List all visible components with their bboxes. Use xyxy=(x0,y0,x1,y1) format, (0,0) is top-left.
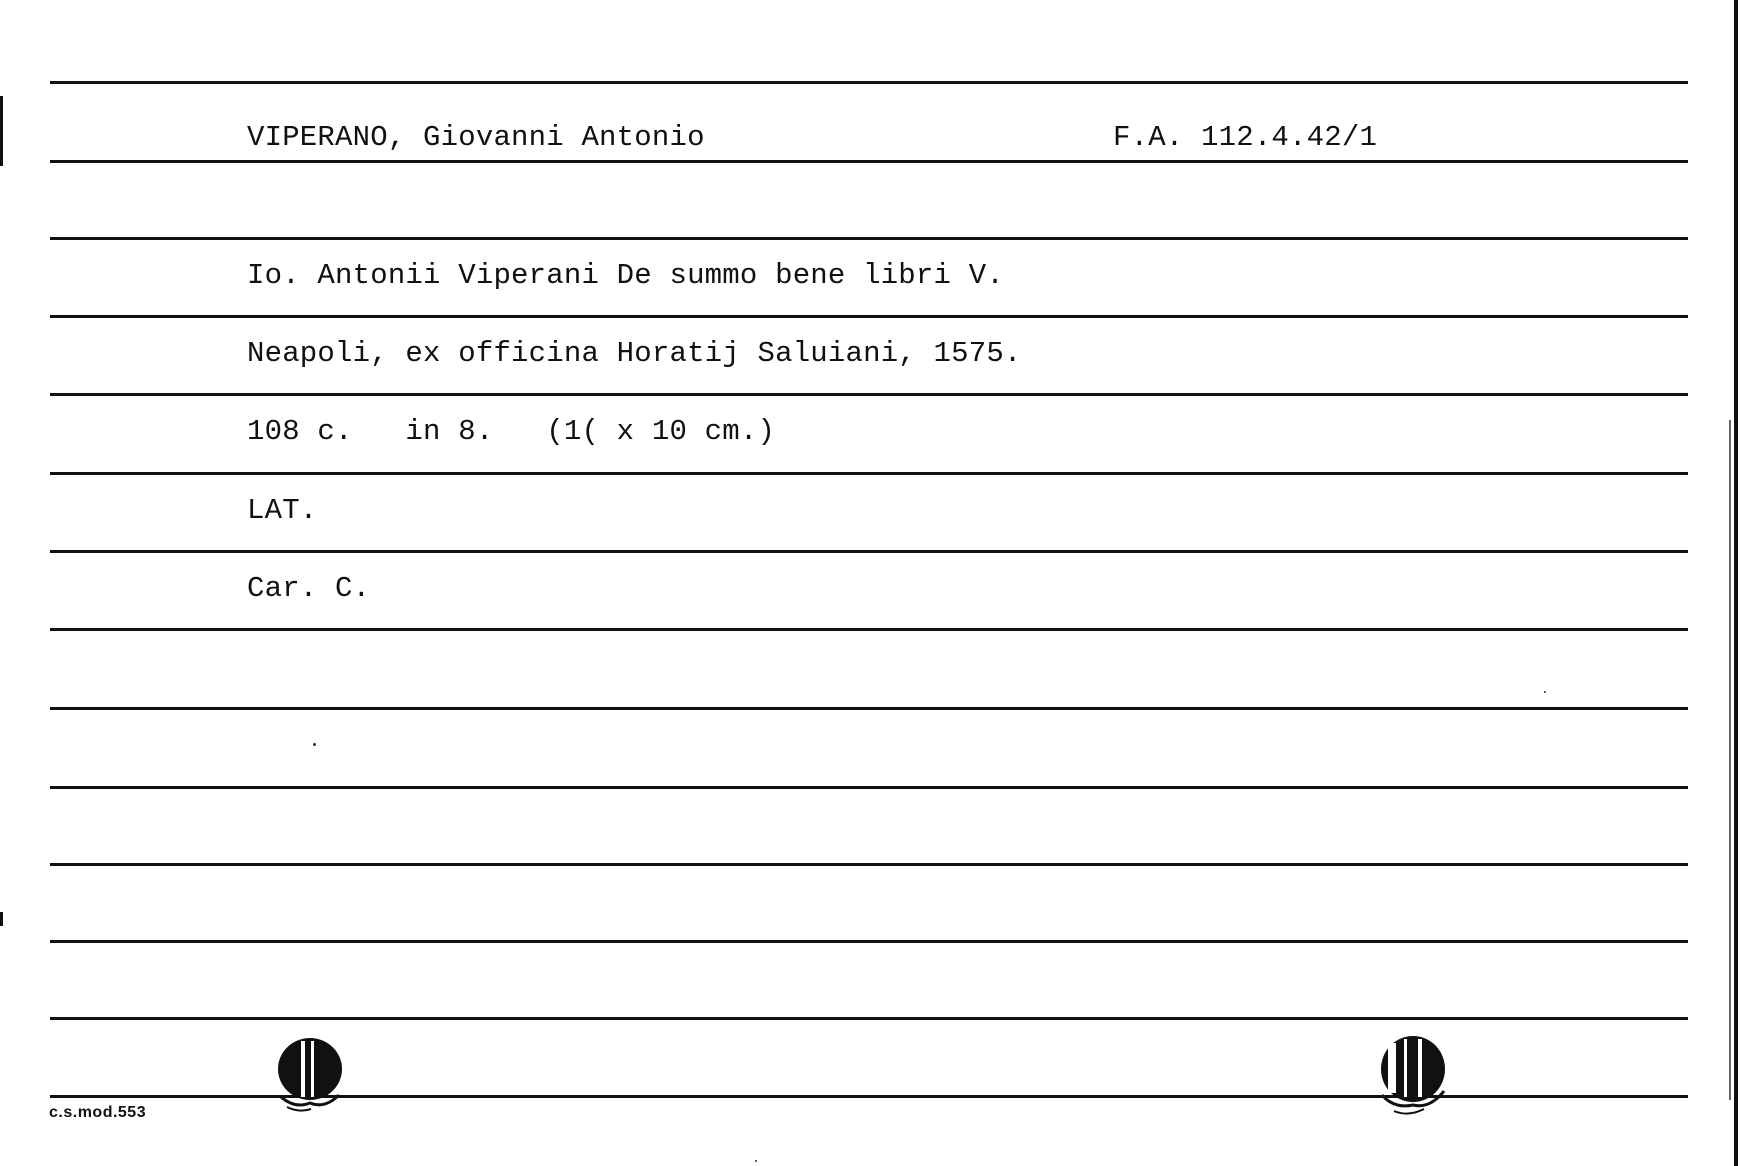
author-heading: VIPERANO, Giovanni Antonio xyxy=(247,121,705,154)
ruled-line xyxy=(50,237,1688,240)
title-entry: Io. Antonii Viperani De summo bene libri V. xyxy=(247,259,1004,292)
form-code: c.s.mod.553 xyxy=(49,1104,147,1121)
ruled-line xyxy=(50,628,1688,631)
ruled-line xyxy=(50,550,1688,553)
speck xyxy=(1544,691,1546,693)
language-entry: LAT. xyxy=(247,494,318,527)
ruled-line xyxy=(50,786,1688,789)
left-scan-edge xyxy=(0,96,3,166)
punch-hole-icon xyxy=(277,1037,343,1117)
physical-description: 108 c. in 8. (1( x 10 cm.) xyxy=(247,415,776,448)
left-scan-edge xyxy=(0,912,3,926)
ruled-line xyxy=(50,472,1688,475)
shelfmark: F.A. 112.4.42/1 xyxy=(1113,121,1378,154)
ruled-line xyxy=(50,1017,1688,1020)
ruled-line xyxy=(50,160,1688,163)
imprint-entry: Neapoli, ex officina Horatij Saluiani, 1575. xyxy=(247,337,1022,370)
speck xyxy=(755,1160,757,1162)
ruled-line xyxy=(50,81,1688,84)
right-scan-edge xyxy=(1729,420,1731,1100)
ruled-line xyxy=(50,393,1688,396)
ruled-line xyxy=(50,707,1688,710)
ruled-line xyxy=(50,940,1688,943)
note-entry: Car. C. xyxy=(247,572,371,605)
right-scan-edge xyxy=(1734,0,1738,1166)
ruled-line xyxy=(50,863,1688,866)
ruled-line xyxy=(50,315,1688,318)
speck xyxy=(313,743,316,746)
punch-hole-icon xyxy=(1380,1035,1446,1115)
